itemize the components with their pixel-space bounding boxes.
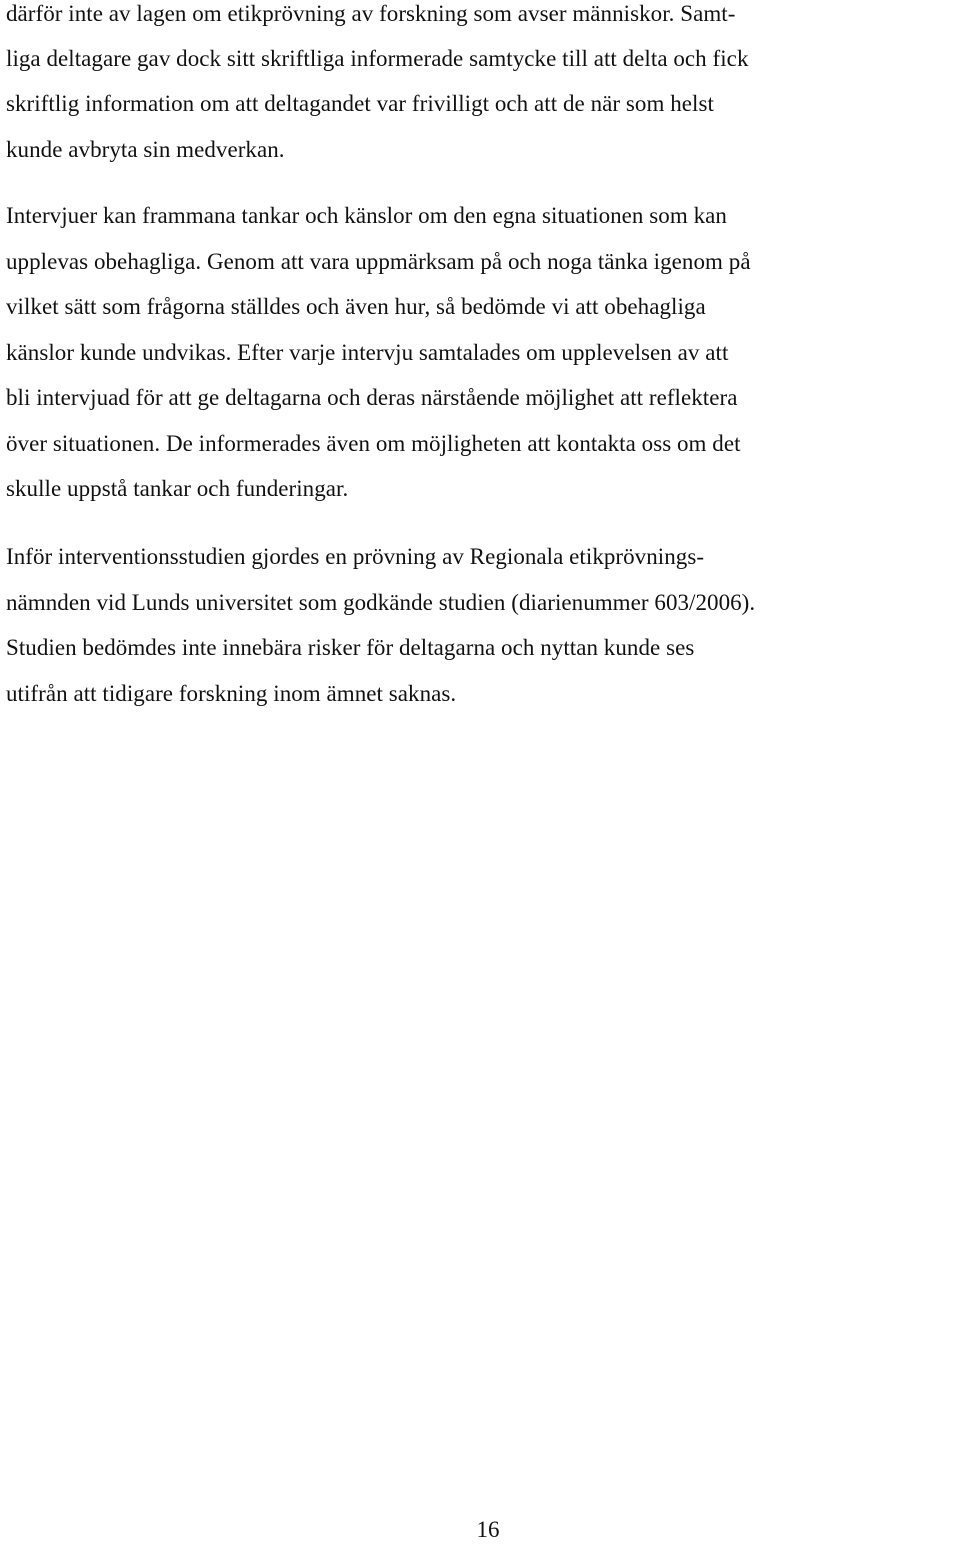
text-line: kunde avbryta sin medverkan. bbox=[6, 137, 285, 162]
text-line: över situationen. De informerades även om möjligheten att kontakta oss om det bbox=[6, 431, 741, 456]
page-number: 16 bbox=[476, 1517, 500, 1542]
text-line: skulle uppstå tankar och funderingar. bbox=[6, 476, 349, 501]
text-line: utifrån att tidigare forskning inom ämnet saknas. bbox=[6, 681, 457, 706]
text-line: därför inte av lagen om etikprövning av forskning som avser människor. Samt- bbox=[6, 1, 736, 26]
text-line: nämnden vid Lunds universitet som godkände studien (diarienummer 603/2006). bbox=[6, 590, 756, 615]
text-line: Studien bedömdes inte innebära risker för deltagarna och nyttan kunde ses bbox=[6, 635, 695, 660]
text-line: upplevas obehagliga. Genom att vara uppmärksam på och noga tänka igenom på bbox=[6, 249, 751, 274]
text-line: Inför interventionsstudien gjordes en prövning av Regionala etikprövnings- bbox=[6, 544, 705, 569]
text-line: skriftlig information om att deltagandet var frivilligt och att de när som helst bbox=[6, 91, 714, 116]
text-line: vilket sätt som frågorna ställdes och även hur, så bedömde vi att obehagliga bbox=[6, 294, 706, 319]
text-line: känslor kunde undvikas. Efter varje intervju samtalades om upplevelsen av att bbox=[6, 340, 729, 365]
text-line: bli intervjuad för att ge deltagarna och deras närstående möjlighet att reflektera bbox=[6, 385, 738, 410]
text-line: liga deltagare gav dock sitt skriftliga informerade samtycke till att delta och fick bbox=[6, 46, 749, 71]
text-line: Intervjuer kan frammana tankar och känslor om den egna situationen som kan bbox=[6, 203, 727, 228]
